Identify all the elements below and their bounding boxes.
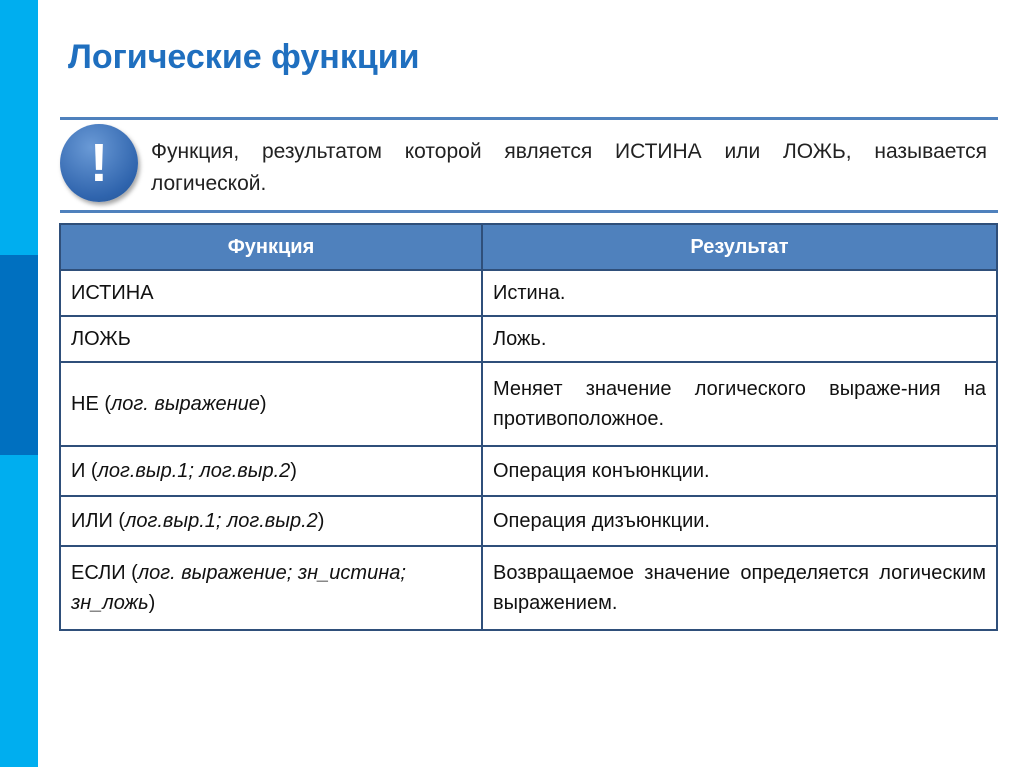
function-cell — [60, 270, 482, 316]
slide-title: Логические функции — [68, 38, 420, 76]
sidebar-accent — [0, 255, 38, 455]
result-cell: Ложь. — [482, 316, 997, 362]
function-name: ЛОЖЬ — [71, 328, 131, 350]
divider-bottom — [60, 210, 998, 213]
table-row — [60, 546, 997, 630]
function-close: ) — [148, 592, 156, 614]
function-name: ИСТИНА — [71, 282, 154, 304]
function-cell — [60, 316, 482, 362]
header-result: Результат — [482, 224, 997, 270]
result-cell: Операция дизъюнкции. — [482, 496, 997, 546]
function-name: ИЛИ ( — [71, 510, 126, 532]
table-row — [60, 496, 997, 546]
result-cell: Истина. — [482, 270, 997, 316]
table-row — [60, 316, 997, 362]
function-name: И ( — [71, 460, 98, 482]
result-cell: Возвращаемое значение определяется логическим выражением. — [482, 546, 997, 630]
function-args: лог.выр.1; лог.выр.2 — [97, 460, 291, 482]
sidebar-decoration — [0, 0, 38, 767]
divider-top — [60, 117, 998, 120]
function-args: лог.выр.1; лог.выр.2 — [125, 510, 318, 532]
table-row — [60, 362, 997, 446]
function-name: ЕСЛИ ( — [71, 562, 138, 584]
function-close: ) — [317, 510, 325, 532]
function-close: ) — [290, 460, 297, 482]
exclamation-icon: ! — [60, 124, 138, 202]
function-args: лог. выражение; зн_истина; зн_ложь — [71, 562, 406, 614]
result-cell: Операция конъюнкции. — [482, 446, 997, 496]
table-row — [60, 270, 997, 316]
function-name: НЕ ( — [71, 393, 111, 415]
function-cell — [60, 446, 482, 496]
function-cell — [60, 362, 482, 446]
table-row — [60, 446, 997, 496]
result-cell: Меняет значение логического выраже-ния на противоположное. — [482, 362, 997, 446]
function-cell — [60, 546, 482, 630]
definition-text: Функция, результатом которой является ИСТИНА или ЛОЖЬ, называется логической. — [151, 140, 987, 195]
functions-table — [59, 223, 998, 631]
function-cell — [60, 496, 482, 546]
function-args: лог. выражение — [111, 393, 260, 415]
header-function: Функция — [60, 224, 482, 270]
function-close: ) — [259, 393, 267, 415]
